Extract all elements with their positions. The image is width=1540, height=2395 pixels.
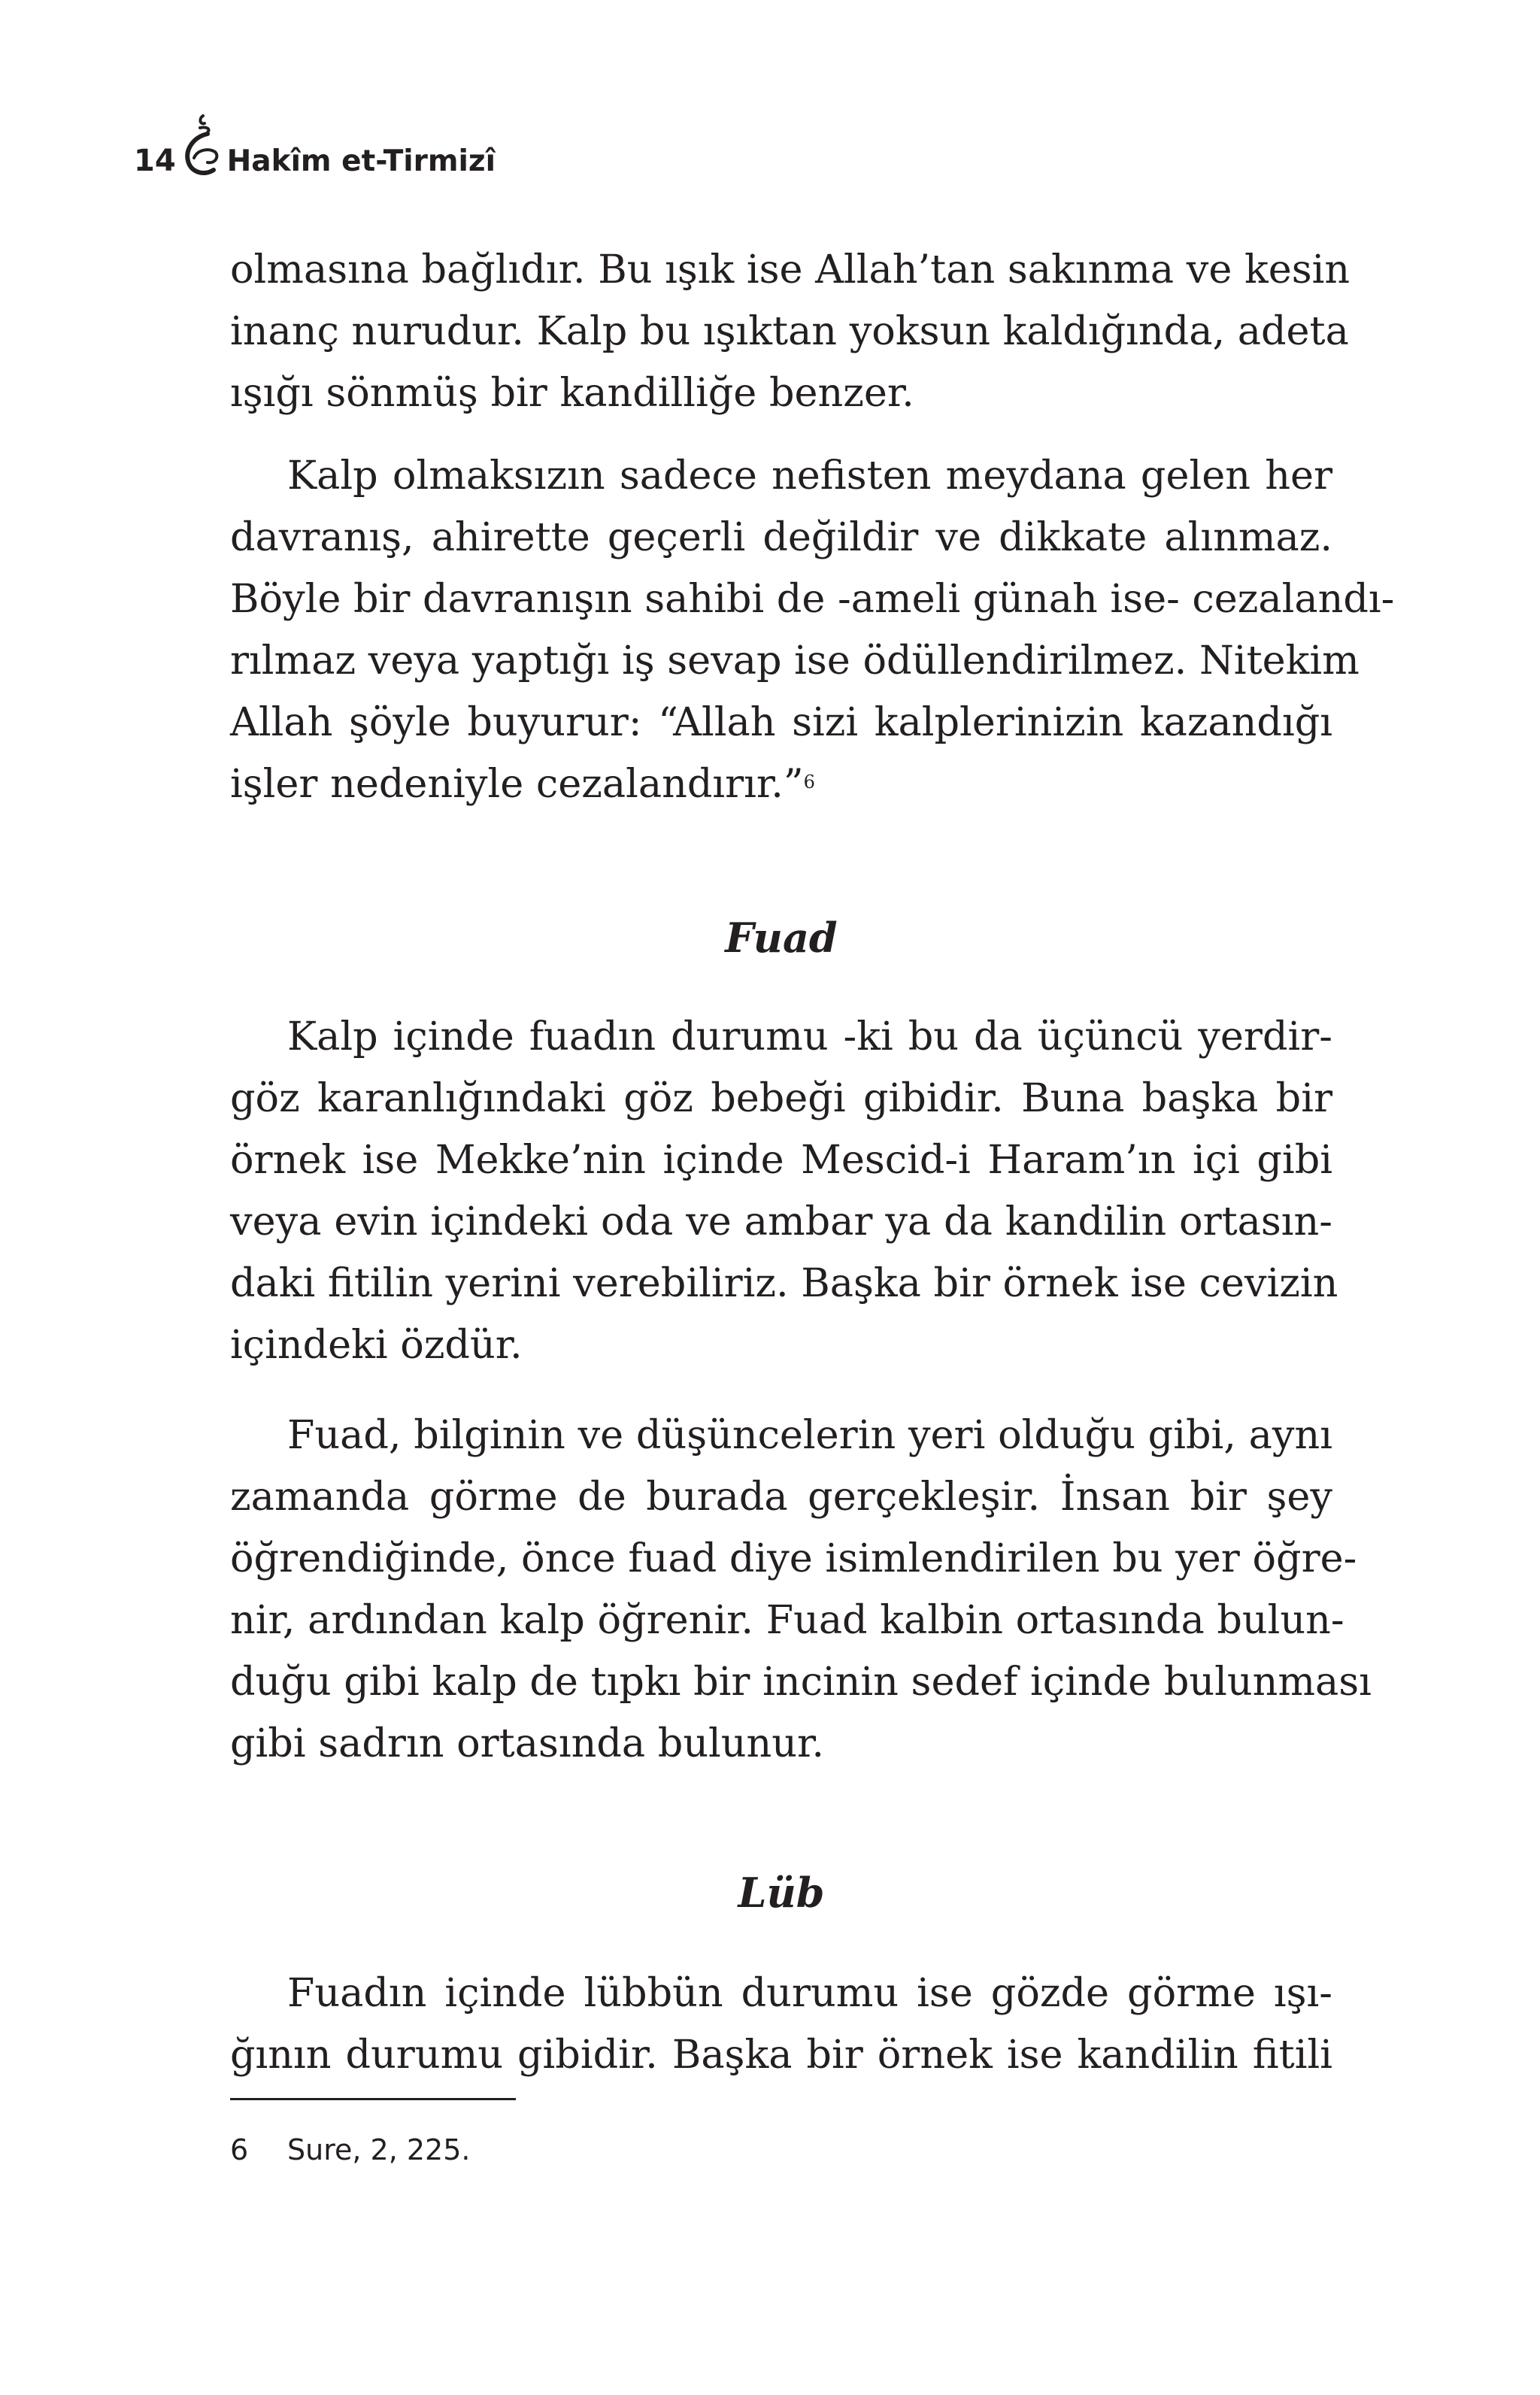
- text-line: öğrendiğinde, önce fuad diye isimlendirilen bu yer öğre-: [230, 1536, 1357, 1581]
- footnote-number: 6: [230, 2133, 249, 2166]
- calligraphic-ornament-icon: [177, 111, 224, 180]
- text-line: içindeki özdür.: [230, 1322, 523, 1368]
- paragraph-5: [230, 1963, 1332, 2086]
- text-line: Kalp içinde fuadın durumu -ki bu da üçüncü yerdir-: [287, 1014, 1332, 1060]
- paragraph-2: [230, 445, 1395, 815]
- text-line: örnek ise Mekke’nin içinde Mescid-i Haram’ın içi gibi: [230, 1137, 1332, 1183]
- text-line-with-footnote: [230, 753, 1332, 815]
- text-line: olmasına bağlıdır. Bu ışık ise Allah’tan sakınma ve kesin: [230, 247, 1351, 293]
- text-line: Kalp olmaksızın sadece nefisten meydana gelen her: [287, 453, 1332, 499]
- section-heading-fuad: Fuad: [725, 914, 838, 962]
- running-title: Hakîm et-Tirmizî: [226, 144, 496, 178]
- text-line: Fuad, bilginin ve düşüncelerin yeri olduğu gibi, aynı: [287, 1412, 1332, 1458]
- page-header: [134, 113, 496, 180]
- paragraph-4: [230, 1405, 1372, 1775]
- text-line: işler nedeniyle cezalandırır.”: [230, 761, 804, 807]
- text-line: Fuadın içinde lübbün durumu ise gözde görme ışı-: [287, 1970, 1332, 2016]
- text-line: gibi sadrın ortasında bulunur.: [230, 1720, 824, 1766]
- paragraph-3: [230, 1006, 1338, 1376]
- text-line: nir, ardından kalp öğrenir. Fuad kalbin ortasında bulun-: [230, 1597, 1344, 1643]
- text-line: daki fitilin yerini verebiliriz. Başka bir örnek ise cevizin: [230, 1260, 1338, 1306]
- section-heading-lub: Lüb: [738, 1869, 825, 1917]
- text-line: göz karanlığındaki göz bebeği gibidir. Buna başka bir: [230, 1075, 1332, 1121]
- footnote-divider: [230, 2098, 516, 2100]
- text-line: duğu gibi kalp de tıpkı bir incinin sedef içinde bulunması: [230, 1659, 1372, 1705]
- text-line: davranış, ahirette geçerli değildir ve dikkate alınmaz.: [230, 514, 1332, 560]
- text-line: zamanda görme de burada gerçekleşir. İnsan bir şey: [230, 1474, 1332, 1520]
- page-number: 14: [134, 144, 176, 178]
- text-line: ışığı sönmüş bir kandilliğe benzer.: [230, 370, 914, 416]
- text-line: veya evin içindeki oda ve ambar ya da kandilin ortasın-: [230, 1199, 1332, 1244]
- paragraph-1: [230, 239, 1351, 424]
- text-line: Allah şöyle buyurur: “Allah sizi kalplerinizin kazandığı: [230, 699, 1332, 745]
- text-line: ğının durumu gibidir. Başka bir örnek ise kandilin fitili: [230, 2032, 1332, 2078]
- text-line: inanç nurudur. Kalp bu ışıktan yoksun kaldığında, adeta: [230, 308, 1349, 354]
- footnote: [230, 2131, 470, 2169]
- text-line: rılmaz veya yaptığı iş sevap ise ödüllendirilmez. Nitekim: [230, 638, 1360, 684]
- footnote-text: Sure, 2, 225.: [287, 2133, 471, 2166]
- footnote-reference: 6: [803, 771, 815, 793]
- text-line: Böyle bir davranışın sahibi de -ameli günah ise- cezalandı-: [230, 576, 1395, 622]
